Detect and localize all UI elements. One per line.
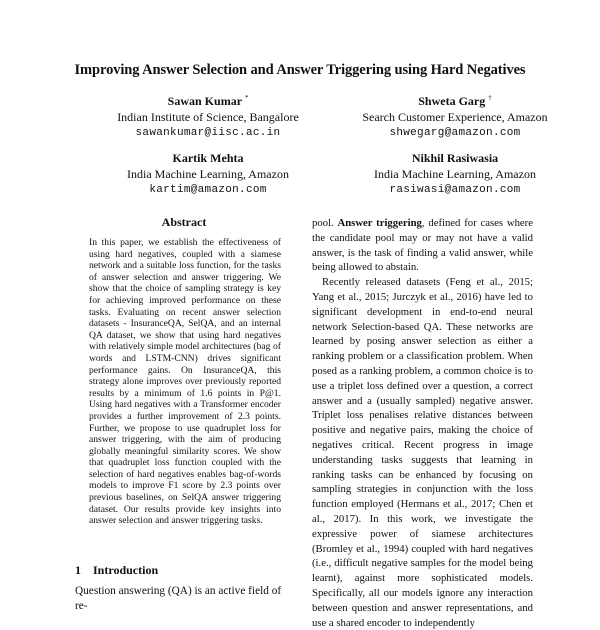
- author-block: [320, 150, 590, 198]
- author-email: rasiwasi@amazon.com: [389, 184, 521, 196]
- author-affiliation: India Machine Learning, Amazon: [127, 167, 289, 181]
- body-paragraph: Recently released datasets (Feng et al., 2015; Yang et al., 2015; Jurczyk et al., 2016) have led to significant development in end-to-end neural network Selection-based QA. These networks are learned by posing answer selection as either a ranking problem or a classification problem. When posed as a ranking problem, a common choice is to use a triplet loss defined over a question, a correct answer and a (usually sampled) negative answer. Triplet loss penalises relative distances between positive and negative pairs, making the choice of negatives critical. Recent progress in image understanding tasks suggests that learning in ranking tasks can be enhanced by focusing on sampling strategies in conjunction with the loss function employed (Hermans et al., 2017; Chen et al., 2017). In this work, we investigate the expressive power of siamese architectures (Bromley et al., 1994) coupled with hard negatives (i.e., difficult negative samples for the model being learnt), against more sophisticated models. Specifically, all our models ignore any interaction between question and answer representations, and use a shared encoder to independently: [312, 276, 533, 629]
- author-email: kartim@amazon.com: [149, 184, 267, 196]
- author-block: [73, 90, 343, 141]
- author-block: [320, 90, 590, 141]
- intro-paragraph: Question answering (QA) is an active field of re-: [75, 585, 282, 612]
- author-footnote-mark: *: [244, 94, 249, 102]
- author-email: sawankumar@iisc.ac.in: [135, 127, 281, 139]
- right-column: [312, 216, 533, 630]
- author-block: [73, 150, 343, 198]
- abstract-text: In this paper, we establish the effectiveness of using hard negatives, coupled with a siamese network and a suitable loss function, for the tasks of answer selection and answer triggering. We show that the choice of sampling strategy is key for achieving improved performance on these tasks. Evaluating on recent answer selection datasets - InsuranceQA, SelQA, and an internal QA dataset, we show that using hard negatives with relatively simple model architectures (bag of words and LSTM-CNN) drives significant performance gains. On InsuranceQA, this strategy alone improves over previously reported results by a minimum of 1.6 points in P@1. Using hard negatives with a Transformer encoder provides a further improvement of 2.3 points. Further, we propose to use quadruplet loss for answer triggering, with the aim of producing globally meaningful similarity scores. We show that quadruplet loss function coupled with the selection of hard negatives enables bag-of-words models to improve F1 score by 2.3 points over previous baselines, on SelQA answer triggering dataset. Our results provide key insights into answer selection and answer triggering tasks.: [89, 237, 281, 527]
- section-number: 1: [75, 563, 81, 577]
- author-name: Kartik Mehta: [172, 151, 244, 165]
- author-name: Sawan Kumar *: [167, 94, 249, 108]
- author-name: Nikhil Rasiwasia: [411, 151, 499, 165]
- abstract-heading: Abstract: [161, 215, 207, 229]
- author-footnote-mark: †: [488, 94, 492, 102]
- author-affiliation: Search Customer Experience, Amazon: [362, 110, 548, 124]
- term-answer-triggering: Answer triggering: [337, 217, 422, 229]
- section-heading: [75, 563, 158, 578]
- author-name: Shweta Garg †: [418, 94, 492, 108]
- body-paragraph: pool. Answer triggering, defined for cases where the candidate pool may or may not have a valid answer, is the task of finding a valid answer, while being allowed to abstain.: [312, 217, 533, 274]
- paper-title: Improving Answer Selection and Answer Triggering using Hard Negatives: [74, 62, 526, 78]
- author-affiliation: India Machine Learning, Amazon: [374, 167, 536, 181]
- author-email: shwegarg@amazon.com: [389, 127, 521, 139]
- section-title: Introduction: [93, 563, 159, 577]
- author-affiliation: Indian Institute of Science, Bangalore: [117, 110, 299, 124]
